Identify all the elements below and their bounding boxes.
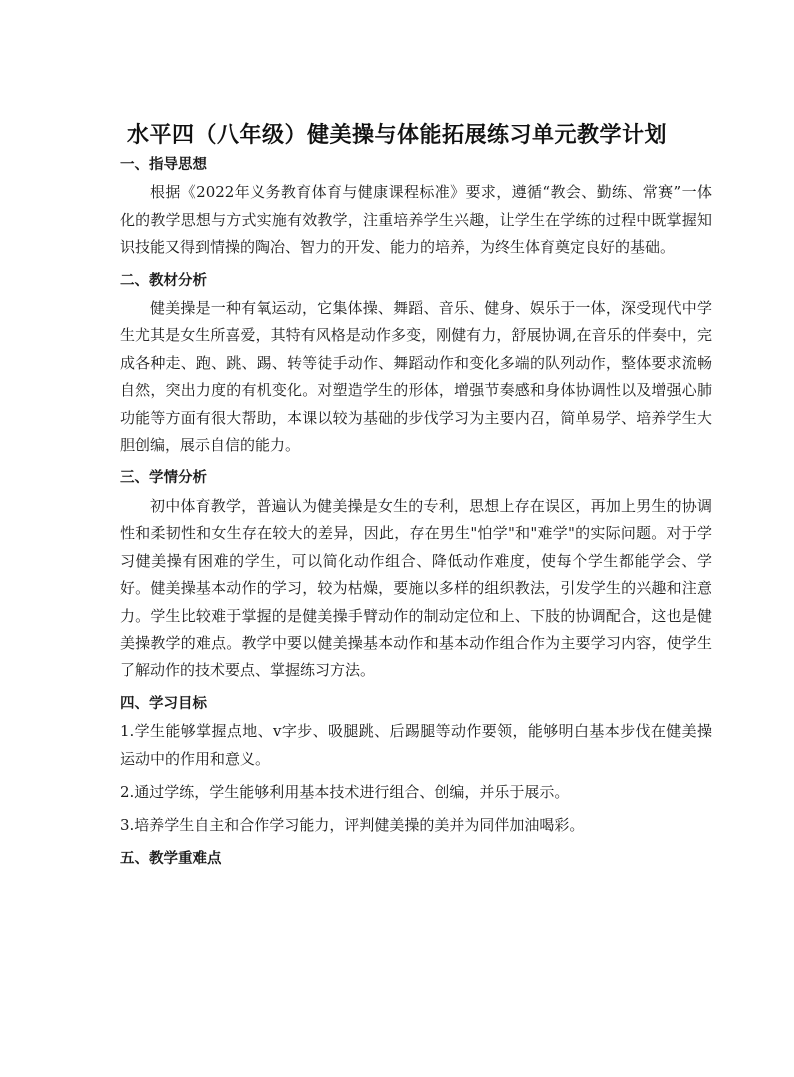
section-heading: 三、学情分析 [120,470,207,487]
goal-item: 2.通过学练，学生能够利用基本技术进行组合、创编，并乐于展示。 [120,782,570,801]
section-heading: 四、学习目标 [120,695,207,712]
section-heading: 二、教材分析 [120,272,207,289]
section-heading: 一、指导思想 [120,157,207,173]
section-learning-goals [120,691,712,840]
section-material-analysis [120,268,712,460]
section-paragraph: 初中体育教学，普遍认为健美操是女生的专利，思想上存在误区，再加上男生的协调性和柔韧性和女生存在较大的差异，因此，存在男生"怕学"和"难学"的实际问题。对于学习健美操有困难的学生，可以简化动作组合、降低动作难度，使每个学生都能学会、学好。健美操基本动作的学习，较为枯燥，要施以多样的组织教法，引发学生的兴趣和注意力。学生比较难于掌握的是健美操手臂动作的制动定位和上、下肢的协调配合，这也是健美操教学的难点。教学中要以健美操基本动作和基本动作组合作为主要学习内容，使学生了解动作的技术要点、掌握练习方法。 [120,496,712,680]
section-paragraph: 健美操是一种有氧运动，它集体操、舞蹈、音乐、健身、娱乐于一体，深受现代中学生尤其是女生所喜爱，其特有风格是动作多变，刚健有力，舒展协调,在音乐的伴奏中，完成各种走、跑、跳、踢、转等徒手动作、舞蹈动作和变化多端的队列动作，整体要求流畅自然，突出力度的有机变化。对塑造学生的形体，增强节奏感和身体协调性以及增强心肺功能等方面有很大帮助，本课以较为基础的步伐学习为主要内召，简单易学、培养学生大胆创编，展示自信的能力。 [120,299,712,455]
section-heading: 五、教学重难点 [120,850,222,867]
goal-item: 3.培养学生自主和合作学习能力，评判健美操的美并为同伴加油喝彩。 [120,816,585,835]
section-guiding-ideology [120,152,712,262]
goal-item: 1.学生能够掌握点地、v字步、吸腿跳、后踢腿等动作要领，能够明白基本步伐在健美操运动中的作用和意义。 [120,722,712,768]
section-key-difficulties [120,846,712,873]
document-title: 水平四（八年级）健美操与体能拓展练习单元教学计划 [126,123,667,148]
section-paragraph: 根据《2022年义务教育体育与健康课程标准》要求，遵循“教会、勤练、常赛”一体化的教学思想与方式实施有效教学，注重培养学生兴趣，让学生在学练的过程中既掌握知识技能又得到情操的陶冶、智力的开发、能力的培养，为终生体育奠定良好的基础。 [120,183,712,257]
section-learner-analysis [120,465,712,684]
document-body [120,152,712,873]
